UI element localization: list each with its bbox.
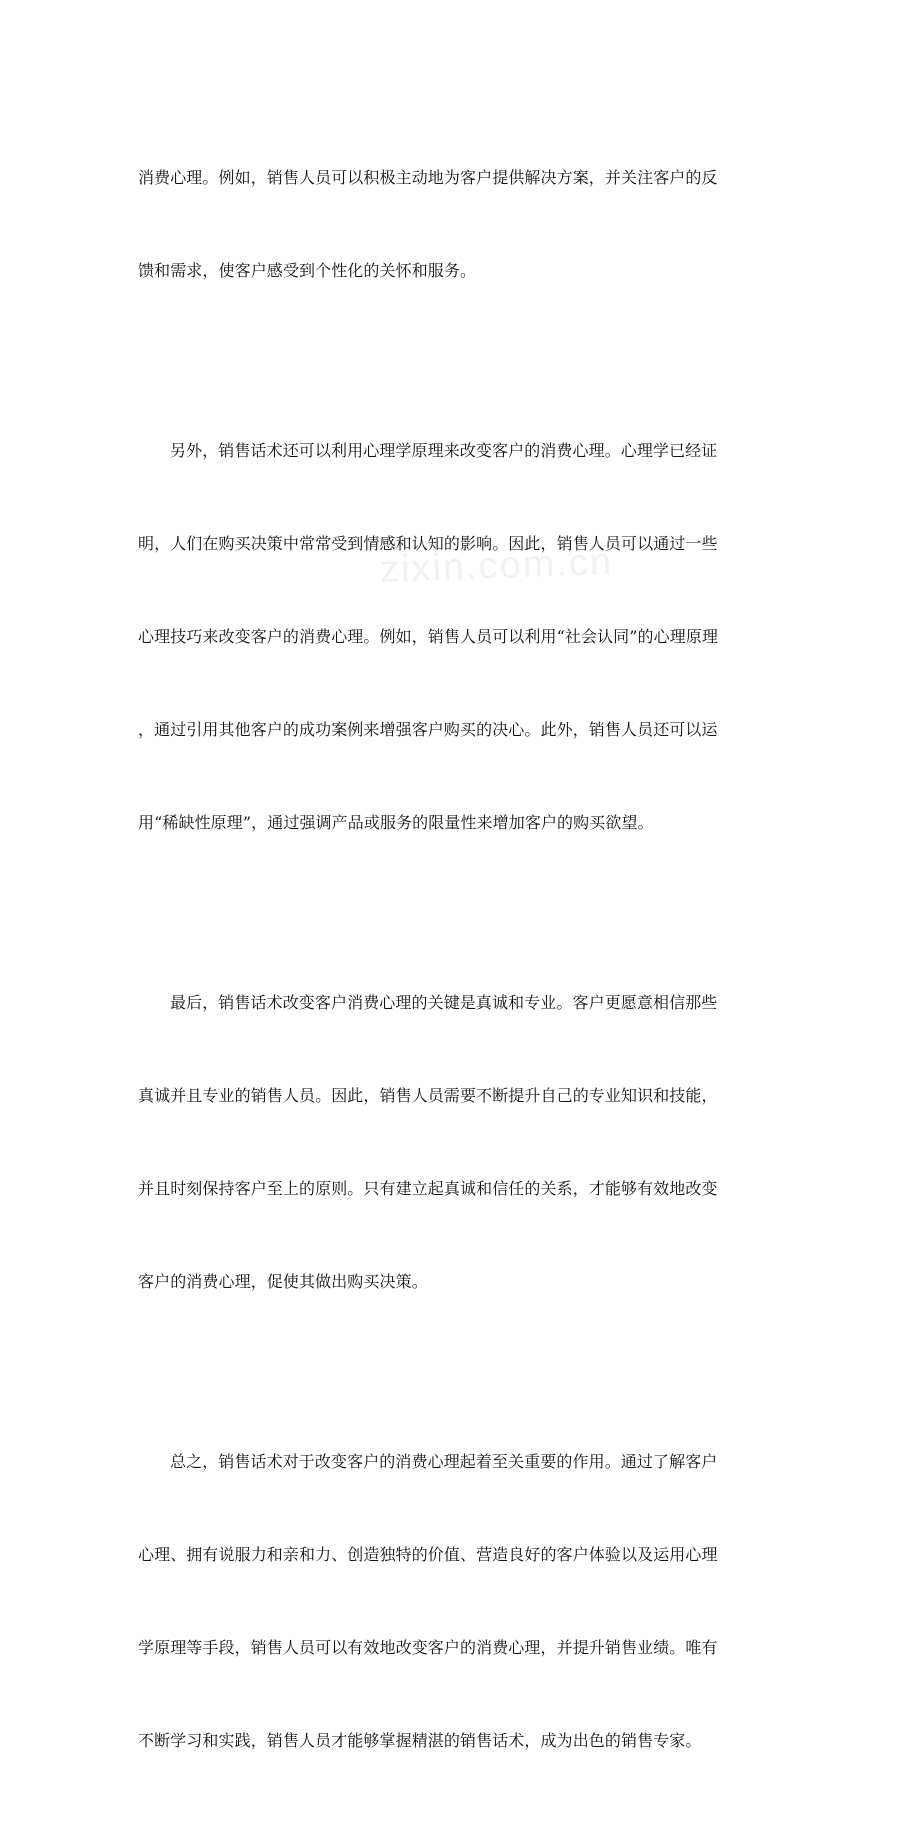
paragraph-line: 客户的消费心理，促使其做出购买决策。 xyxy=(138,1272,428,1291)
paragraph-4 xyxy=(138,1384,788,1818)
paragraph-line: 明，人们在购买决策中常常受到情感和认知的影响。因此，销售人员可以通过一些 xyxy=(138,534,718,553)
paragraph-line: 心理技巧来改变客户的消费心理。例如，销售人员可以利用“社会认同”的心理原理 xyxy=(138,627,719,646)
watermark-text: zixin.com.cn xyxy=(379,540,614,592)
paragraph-line: 消费心理。例如，销售人员可以积极主动地为客户提供解决方案，并关注客户的反 xyxy=(138,168,718,187)
paragraph-line: 并且时刻保持客户至上的原则。只有建立起真诚和信任的关系，才能够有效地改变 xyxy=(138,1179,718,1198)
paragraph-line: 学原理等手段，销售人员可以有效地改变客户的消费心理，并提升销售业绩。唯有 xyxy=(138,1638,718,1657)
paragraph-line: 另外，销售话术还可以利用心理学原理来改变客户的消费心理。心理学已经证 xyxy=(170,441,718,460)
paragraph-line: 心理、拥有说服力和亲和力、创造独特的价值、营造良好的客户体验以及运用心理 xyxy=(138,1545,718,1564)
paragraph-line: 总之，销售话术对于改变客户的消费心理起着至关重要的作用。通过了解客户 xyxy=(170,1452,718,1471)
paragraph-line: 用“稀缺性原理”，通过强调产品或服务的限量性来增加客户的购买欲望。 xyxy=(138,813,654,832)
paragraph-3 xyxy=(138,925,788,1359)
paragraph-line: 最后，销售话术改变客户消费心理的关键是真诚和专业。客户更愿意相信那些 xyxy=(170,993,718,1012)
paragraph-1 xyxy=(138,100,788,348)
paragraph-line: ，通过引用其他客户的成功案例来增强客户购买的决心。此外，销售人员还可以运 xyxy=(138,720,718,739)
paragraph-line: 不断学习和实践，销售人员才能够掌握精湛的销售话术，成为出色的销售专家。 xyxy=(138,1731,702,1750)
paragraph-2 xyxy=(138,373,788,900)
document-body xyxy=(138,100,788,1843)
paragraph-line: 馈和需求，使客户感受到个性化的关怀和服务。 xyxy=(138,261,477,280)
paragraph-line: 真诚并且专业的销售人员。因此，销售人员需要不断提升自己的专业知识和技能， xyxy=(138,1086,718,1105)
